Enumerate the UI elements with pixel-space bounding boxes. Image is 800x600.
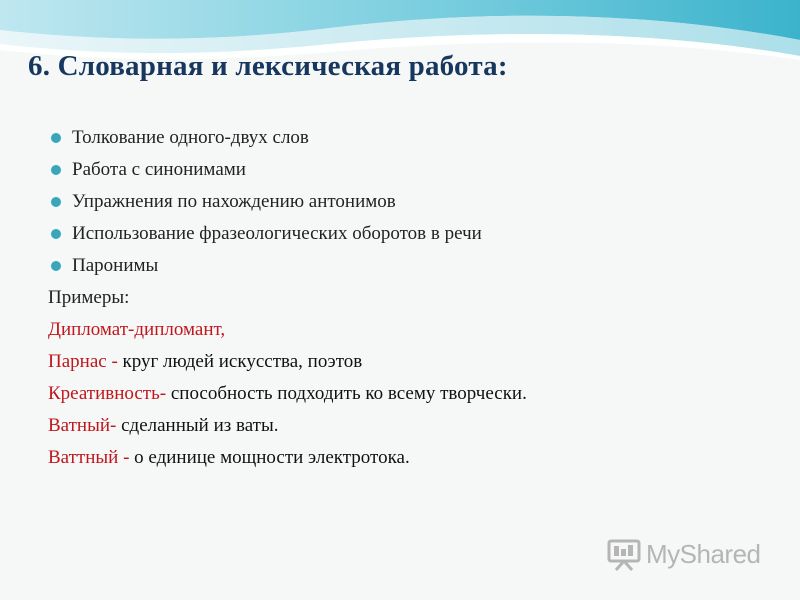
example-definition: о единице мощности электротока.	[134, 447, 410, 468]
presentation-board-icon	[606, 536, 642, 572]
example-row	[48, 379, 527, 411]
example-term: Парнас -	[48, 351, 123, 372]
list-item	[50, 124, 482, 156]
list-item	[50, 252, 482, 284]
slide-title: 6. Словарная и лексическая работа:	[28, 50, 508, 82]
topic-list	[50, 124, 482, 284]
example-definition: круг людей искусства, поэтов	[122, 351, 363, 372]
example-definition: сделанный из ваты.	[116, 415, 279, 436]
example-row	[48, 443, 527, 475]
example-term: Дипломат-дипломант,	[48, 319, 226, 340]
example-term: Ваттный -	[48, 447, 135, 468]
example-row	[48, 347, 527, 379]
list-item-text: Упражнения по нахождению антонимов	[72, 191, 396, 212]
example-term: Ватный-	[48, 415, 117, 436]
myshared-watermark	[606, 536, 766, 572]
list-item	[50, 188, 482, 220]
list-item	[50, 156, 482, 188]
example-row	[48, 411, 527, 443]
list-item-text: Использование фразеологических оборотов в речи	[72, 223, 482, 244]
example-row	[48, 315, 527, 347]
example-definition: способность подходить ко всему творчески.	[166, 383, 527, 404]
bullet-icon	[51, 133, 61, 143]
examples-block	[48, 283, 527, 475]
list-item-text: Паронимы	[72, 255, 159, 276]
bullet-icon	[51, 165, 61, 175]
bullet-icon	[51, 261, 61, 271]
examples-heading: Примеры:	[48, 287, 130, 308]
list-item	[50, 220, 482, 252]
list-item-text: Толкование одного-двух слов	[72, 127, 309, 148]
list-item-text: Работа с синонимами	[72, 159, 246, 180]
example-term: Креативность-	[48, 383, 167, 404]
bullet-icon	[51, 229, 61, 239]
bullet-icon	[51, 197, 61, 207]
watermark-text: MyShared	[646, 538, 761, 569]
